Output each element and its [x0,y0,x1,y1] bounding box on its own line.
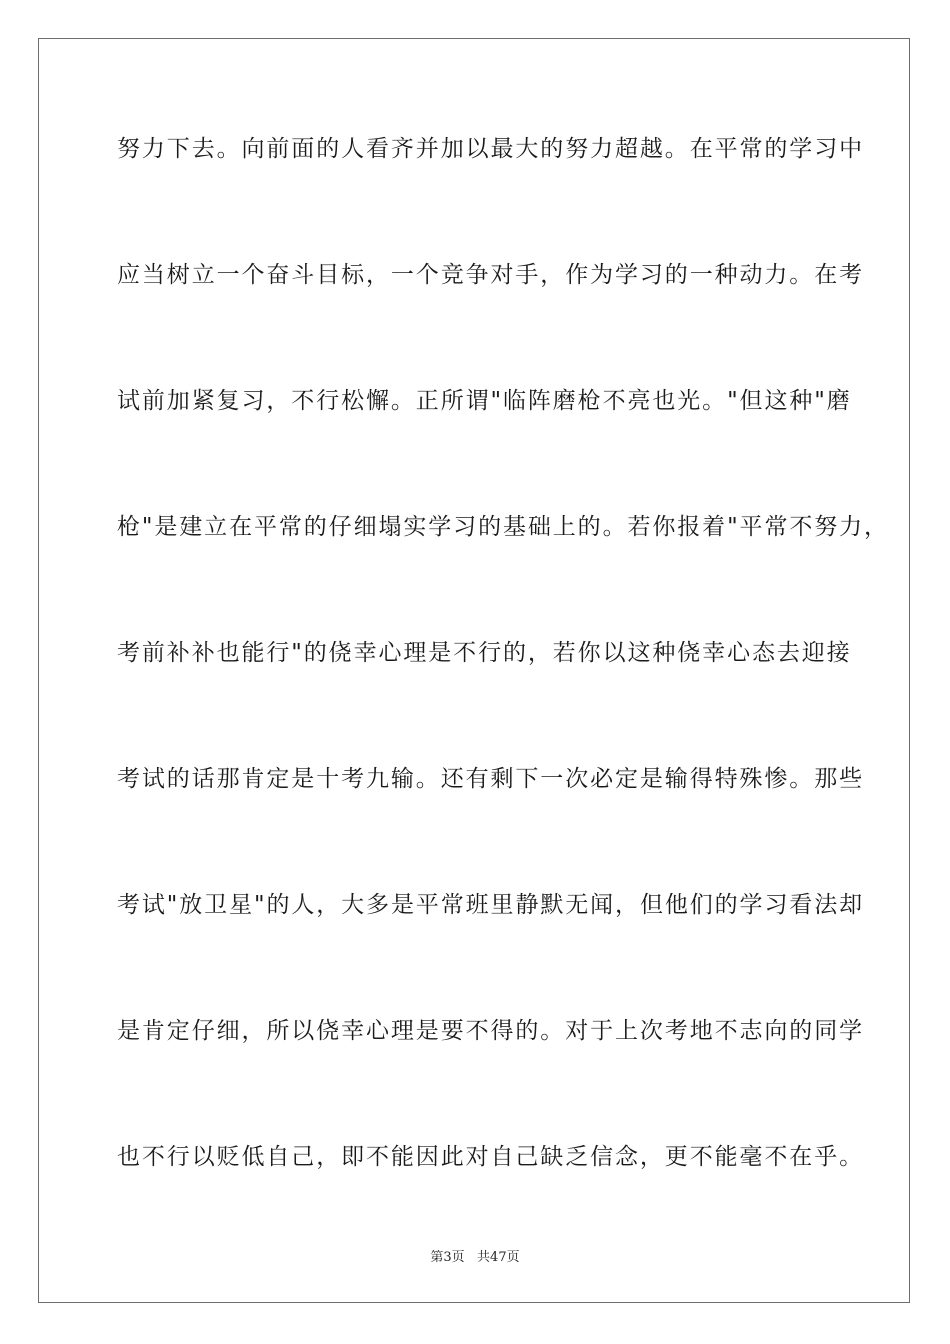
text-line: 应当树立一个奋斗目标，一个竞争对手，作为学习的一种动力。在考 [117,262,864,288]
text-line: 试前加紧复习，不行松懈。正所谓"临阵磨枪不亮也光。"但这种"磨 [117,388,852,414]
text-line: 考前补补也能行"的侥幸心理是不行的，若你以这种侥幸心态去迎接 [117,640,852,666]
body-text [117,131,889,1265]
text-line: 努力下去。向前面的人看齐并加以最大的努力超越。在平常的学习中 [117,136,864,162]
text-line: 考试"放卫星"的人，大多是平常班里静默无闻，但他们的学习看法却 [117,892,865,918]
text-line: 是肯定仔细，所以侥幸心理是要不得的。对于上次考地不志向的同学 [117,1018,864,1044]
text-line: 枪"是建立在平常的仔细塌实学习的基础上的。若你报着"平常不努力， [117,514,889,540]
text-line: 也不行以贬低自己，即不能因此对自己缺乏信念，更不能毫不在乎。 [117,1144,864,1170]
page-number-footer: 第3页 共47页 [430,1250,520,1265]
text-line: 考试的话那肯定是十考九输。还有剩下一次必定是输得特殊惨。那些 [117,766,864,792]
